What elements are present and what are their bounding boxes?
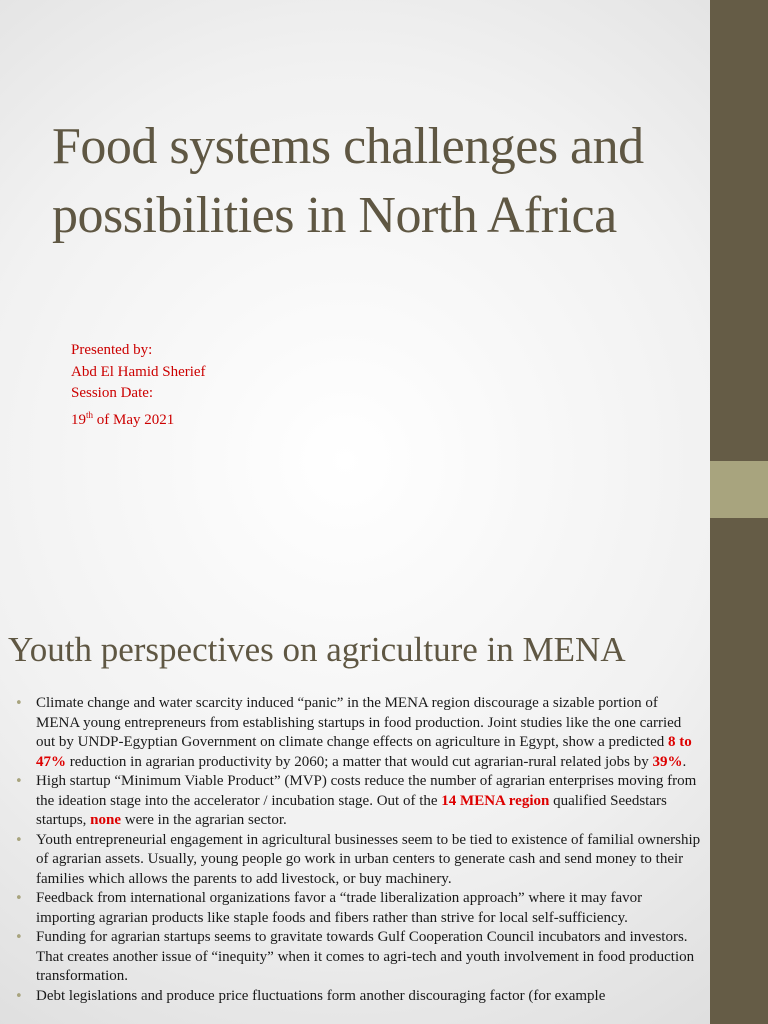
highlight-text: 8 to 47% (36, 734, 692, 770)
bullet-text: qualified Seedstars startups, (36, 792, 667, 828)
presented-by-label: Presented by: (71, 342, 153, 358)
presenter-info (71, 340, 206, 431)
bullet-dot-icon: • (15, 774, 23, 789)
session-date (71, 405, 206, 432)
highlight-text: none (90, 812, 122, 828)
decorative-sidebar-accent (710, 461, 768, 518)
bullet-dot-icon: • (15, 988, 23, 1004)
bullet-text: Feedback from international organizations favor a “trade liberalization approach” where it may favor importing agrarian products like staple foods and fibers rather than strive for local self-sufficiency. (36, 890, 643, 926)
bullet-item (12, 831, 702, 890)
bullet-text: reduction in agrarian productivity by 2060; a matter that would cut agrarian-rural related jobs by (66, 753, 653, 770)
bullet-list (12, 694, 702, 1006)
bullet-item (12, 889, 702, 928)
bullet-item (12, 928, 702, 987)
bullet-text: . (682, 753, 687, 770)
bullet-text: High startup “Minimum Viable Product” (MVP) costs reduce the number of agrarian enterprises moving from the ideation stage into the accelerator / incubation stage. Out of the (36, 773, 697, 809)
date-rest: of May 2021 (93, 411, 175, 428)
date-day: 19 (71, 411, 86, 428)
bullet-text: Climate change and water scarcity induced “panic” in the MENA region discourage a sizable portion of MENA young entrepreneurs from establishing startups in food production. Joint studies like the one carried out by UNDP-Egyptian Government on climate change effects on agriculture in Egypt, show a predicted (36, 695, 682, 750)
highlight-text: 14 MENA region (441, 792, 550, 809)
bullet-dot-icon: • (15, 891, 23, 906)
bullet-text: Debt legislations and produce price fluctuations form another discouraging factor (for example (36, 987, 606, 1004)
date-suffix: th (86, 409, 94, 420)
highlight-text: 39% (652, 753, 683, 770)
bullet-text: Youth entrepreneurial engagement in agricultural businesses seem to be tied to existence of familial ownership of agrarian assets. Usually, young people go work in urban centers to generate cash and send money to their families which allows the parents to add livestock, or buy machinery. (36, 831, 701, 887)
bullet-dot-icon: • (15, 696, 23, 711)
bullet-item (12, 772, 702, 831)
session-date-label: Session Date: (71, 385, 154, 401)
bullet-dot-icon: • (15, 832, 23, 848)
slide-title: Food systems challenges and possibilities in North Africa (52, 118, 644, 244)
bullet-dot-icon: • (15, 930, 23, 945)
bullet-item (12, 987, 702, 1007)
bullet-text: were in the agrarian sector. (121, 812, 287, 828)
presenter-name: Abd El Hamid Sherief (71, 363, 206, 380)
section-heading: Youth perspectives on agriculture in MENA (8, 630, 626, 669)
bullet-text: Funding for agrarian startups seems to gravitate towards Gulf Cooperation Council incubators and investors. That creates another issue of “inequity” when it comes to agri-tech and youth involvement in food production transformation. (36, 929, 695, 984)
bullet-item (12, 694, 702, 772)
